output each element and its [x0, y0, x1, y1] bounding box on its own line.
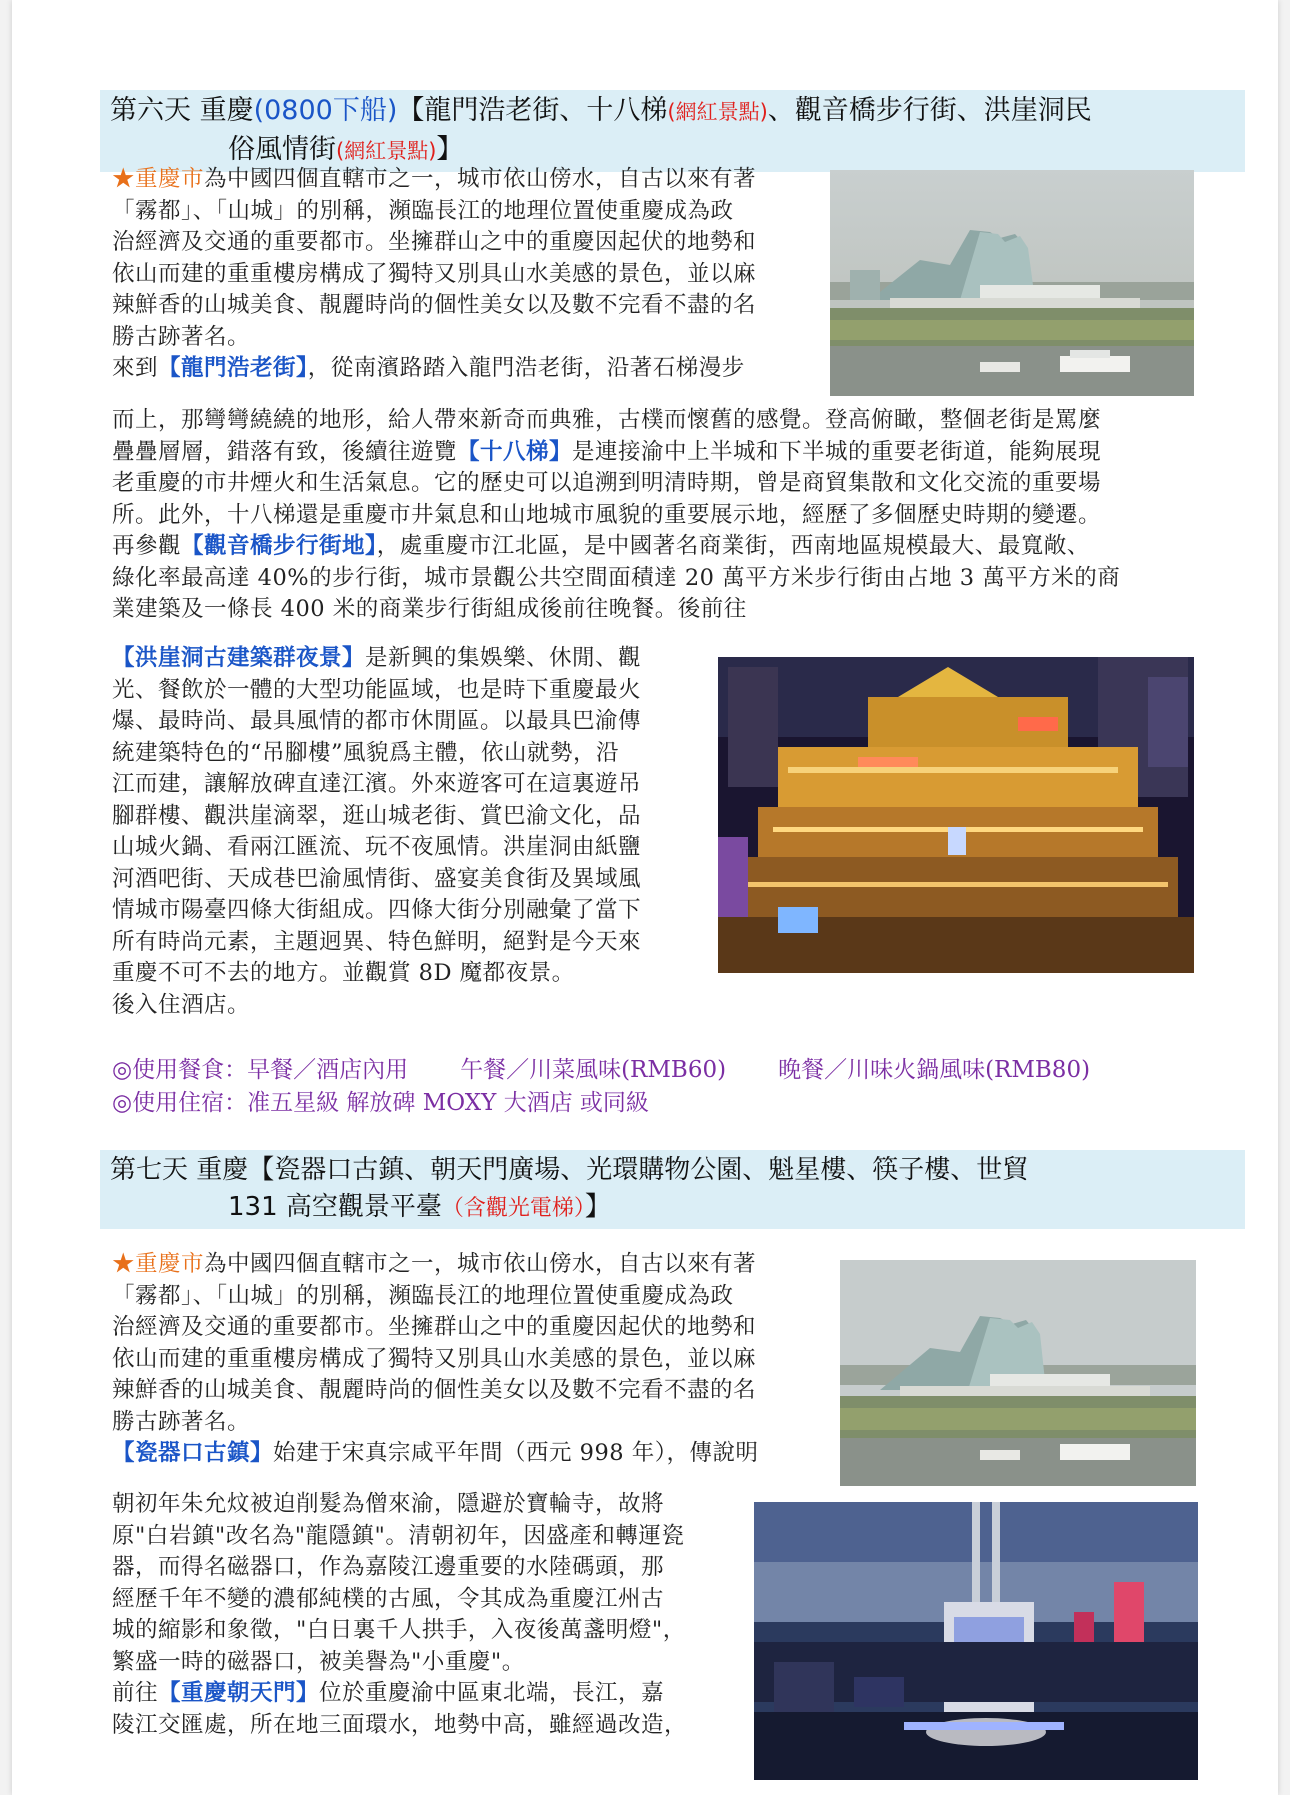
- intro-text: 為中國四個直轄市之一，城市依山傍水，自古以來有著: [204, 166, 757, 192]
- guanyinqiao-line: 綠化率最高達 40%的步行街，城市景觀公共空間面積達 20 萬平方米步行街由占地 3 萬平方米的商: [112, 564, 1121, 591]
- ciqikou-line: 朝初年朱允炆被迫削髮為僧來渝，隱避於寶輪寺，故將: [112, 1491, 665, 1517]
- longmen-text: 來到: [112, 355, 159, 381]
- intro-line: 辣鮮香的山城美食、靚麗時尚的個性美女以及數不完看不盡的名: [112, 292, 757, 318]
- chaotianmen-photo: [754, 1502, 1198, 1780]
- longmen-line: 而上，那彎彎繞繞的地形，給人帶來新奇而典雅，古樸而懷舊的感覺。登高俯瞰，整個老街是罵麼: [112, 407, 1102, 433]
- day6-header: [100, 90, 1245, 172]
- influencer-spot-tag: (網紅景點): [336, 139, 437, 163]
- star-icon: ★: [112, 1251, 136, 1277]
- longmen-keyword: 【龍門浩老街】: [158, 355, 308, 381]
- hongya-line: 情城市陽臺四條大街組成。四條大街分別融彙了當下: [112, 897, 642, 923]
- day7-ciqikou-paragraph: [112, 1489, 752, 1741]
- ciqikou-text: 始建于宋真宗咸平年間（西元 998 年），傳說明: [273, 1440, 759, 1466]
- hongya-line: 所有時尚元素，主題迥異、特色鮮明，絕對是今天來: [112, 928, 642, 955]
- intro-line: 「霧都」、「山城」的別稱，瀕臨長江的地理位置使重慶成為政: [112, 1282, 734, 1309]
- ciqikou-line: 器，而得名磁器口，作為嘉陵江邊重要的水陸碼頭，那: [112, 1554, 665, 1580]
- city-name: 重慶市: [135, 166, 205, 192]
- hongya-line: 重慶不可不去的地方。並觀賞 8D 魔都夜景。: [112, 960, 575, 986]
- guanyinqiao-line: [112, 531, 1222, 563]
- day6-title: 第六天 重慶: [110, 95, 254, 126]
- day6-hongya-paragraph: [112, 643, 712, 1021]
- guanyinqiao-text: 再參觀: [112, 533, 182, 559]
- shibati-text: 疊疊層層，錯落有致，後續往遊覽: [112, 438, 458, 465]
- day7-title-part: 131 高空觀景平臺: [228, 1192, 442, 1222]
- intro-line: 治經濟及交通的重要都市。坐擁群山之中的重慶因起伏的地勢和: [112, 229, 757, 255]
- intro-line: 依山而建的重重樓房構成了獨特又別具山水美感的景色，並以麻: [112, 260, 757, 287]
- hongya-line: 河酒吧街、天成巷巴渝風情街、盛宴美食街及異域風: [112, 865, 642, 892]
- ciqikou-line: [112, 1438, 832, 1470]
- chaotianmen-text: 位於重慶渝中區東北端，長江，嘉: [319, 1680, 665, 1706]
- shibati-text: 是連接渝中上半城和下半城的重要老街道，能夠展現: [572, 438, 1102, 465]
- intro-line: 依山而建的重重樓房構成了獨特又別具山水美感的景色，並以麻: [112, 1345, 757, 1372]
- day6-title-part: 【龍門浩老街、十八梯: [397, 95, 668, 126]
- ciqikou-line: 城的縮影和象徵，"白日裏千人拱手，入夜後萬盞明燈"，: [112, 1617, 686, 1643]
- ciqikou-line: 繁盛一時的磁器口，被美譽為"小重慶"。: [112, 1648, 525, 1675]
- longmen-text: ，從南濱路踏入龍門浩老街，沿著石梯漫步: [307, 355, 745, 381]
- hongya-line: 腳群樓、觀洪崖滴翠，逛山城老街、賞巴渝文化，品: [112, 802, 642, 829]
- hongya-line: 光、餐飲於一體的大型功能區域，也是時下重慶最火: [112, 676, 642, 703]
- day6-longmen-paragraph: [112, 405, 1222, 626]
- star-icon: ★: [112, 166, 136, 192]
- day6-meals: [112, 1054, 1090, 1086]
- intro-line: 治經濟及交通的重要都市。坐擁群山之中的重慶因起伏的地勢和: [112, 1314, 757, 1340]
- guanyinqiao-keyword: 【觀音橋步行街地】: [181, 533, 377, 559]
- chaotianmen-text: 前往: [112, 1680, 159, 1706]
- hongya-line: 山城火鍋、看兩江匯流、玩不夜風情。洪崖洞由紙鹽: [112, 834, 642, 860]
- hongya-line: 江而建，讓解放碑直達江濱。外來遊客可在這裏遊吊: [112, 771, 642, 797]
- day7-header-line2: [110, 1189, 1235, 1227]
- breakfast: 早餐／酒店內用: [247, 1057, 409, 1083]
- shibati-line: 所。此外，十八梯還是重慶市井氣息和山地城市風貌的重要展示地，經歷了多個歷史時期的變遷。: [112, 501, 1102, 528]
- hongya-line: 爆、最時尚、最具風情的都市休閒區。以最具巴渝傳: [112, 708, 642, 734]
- ciqikou-line: 原"白岩鎮"改名為"龍隱鎮"。清朝初年，因盛產和轉運瓷: [112, 1522, 685, 1549]
- itinerary-page: [12, 0, 1278, 1795]
- intro-line: [112, 1249, 832, 1281]
- grand-theatre-photo: [830, 170, 1194, 396]
- sightseeing-elevator-tag: （含觀光電梯）: [441, 1196, 585, 1221]
- lunch: 午餐／川菜風味(RMB60): [460, 1057, 727, 1083]
- hongya-cave-photo: [718, 657, 1194, 973]
- hongya-text: 是新興的集娛樂、休閒、觀: [365, 645, 642, 671]
- city-name: 重慶市: [135, 1251, 205, 1277]
- hongya-line: 統建築特色的“吊腳樓”風貌爲主體，依山就勢，沿: [112, 739, 620, 766]
- intro-line: 勝古跡著名。: [112, 1408, 251, 1435]
- hongya-keyword: 【洪崖洞古建築群夜景】: [112, 645, 366, 671]
- chaotianmen-keyword: 【重慶朝天門】: [158, 1680, 320, 1706]
- intro-line: 「霧都」、「山城」的別稱，瀕臨長江的地理位置使重慶成為政: [112, 197, 734, 224]
- day7-header-line1: 第七天 重慶【瓷器口古鎮、朝天門廣場、光環購物公園、魁星樓、筷子樓、世貿: [110, 1155, 1029, 1185]
- day6-hotel: [112, 1087, 649, 1119]
- meals-label: ◎使用餐食：: [112, 1057, 248, 1083]
- hotel-label: ◎使用住宿：: [112, 1090, 248, 1116]
- hongya-line: [112, 643, 712, 675]
- grand-theatre-photo-2: [840, 1260, 1196, 1486]
- day6-title-part: 】: [436, 134, 464, 165]
- intro-text: 為中國四個直轄市之一，城市依山傍水，自古以來有著: [204, 1251, 757, 1277]
- intro-line: [112, 164, 832, 196]
- guanyinqiao-line: 業建築及一條長 400 米的商業步行街組成後前往晚餐。後前往: [112, 596, 747, 622]
- hongya-line: 後入住酒店。: [112, 991, 251, 1018]
- day6-title-part: 俗風情街: [228, 134, 336, 165]
- day6-header-line1: [110, 92, 1235, 131]
- longmen-line: [112, 353, 832, 385]
- guanyinqiao-text: ，處重慶市江北區，是中國著名商業街，西南地區規模最大、最寬敞、: [376, 533, 1090, 559]
- chaotianmen-line: [112, 1678, 752, 1710]
- day6-title-part: 、觀音橋步行街、洪崖洞民: [767, 95, 1092, 126]
- day7-title-part: 】: [584, 1192, 611, 1222]
- day7-intro: [112, 1249, 832, 1470]
- intro-line: 勝古跡著名。: [112, 323, 251, 350]
- day6-intro: [112, 164, 832, 385]
- dinner: 晚餐／川味火鍋風味(RMB80): [778, 1057, 1091, 1083]
- ciqikou-line: 經歷千年不變的濃郁純樸的古風，令其成為重慶江州古: [112, 1585, 665, 1612]
- shibati-keyword: 【十八梯】: [457, 438, 573, 465]
- ciqikou-keyword: 【瓷器口古鎮】: [112, 1440, 274, 1466]
- chaotianmen-line: 陵江交匯處，所在地三面環水，地勢中高，雖經過改造，: [112, 1711, 688, 1738]
- hotel-name: 准五星級 解放碑 MOXY 大酒店 或同級: [247, 1090, 649, 1116]
- disembark-note: (0800下船): [253, 95, 398, 126]
- day7-header: [100, 1150, 1245, 1229]
- shibati-line: [112, 437, 1222, 469]
- shibati-line: 老重慶的市井煙火和生活氣息。它的歷史可以追溯到明清時期，曾是商貿集散和文化交流的重要場: [112, 470, 1102, 496]
- intro-line: 辣鮮香的山城美食、靚麗時尚的個性美女以及數不完看不盡的名: [112, 1377, 757, 1403]
- influencer-spot-tag: (網紅景點): [667, 100, 768, 124]
